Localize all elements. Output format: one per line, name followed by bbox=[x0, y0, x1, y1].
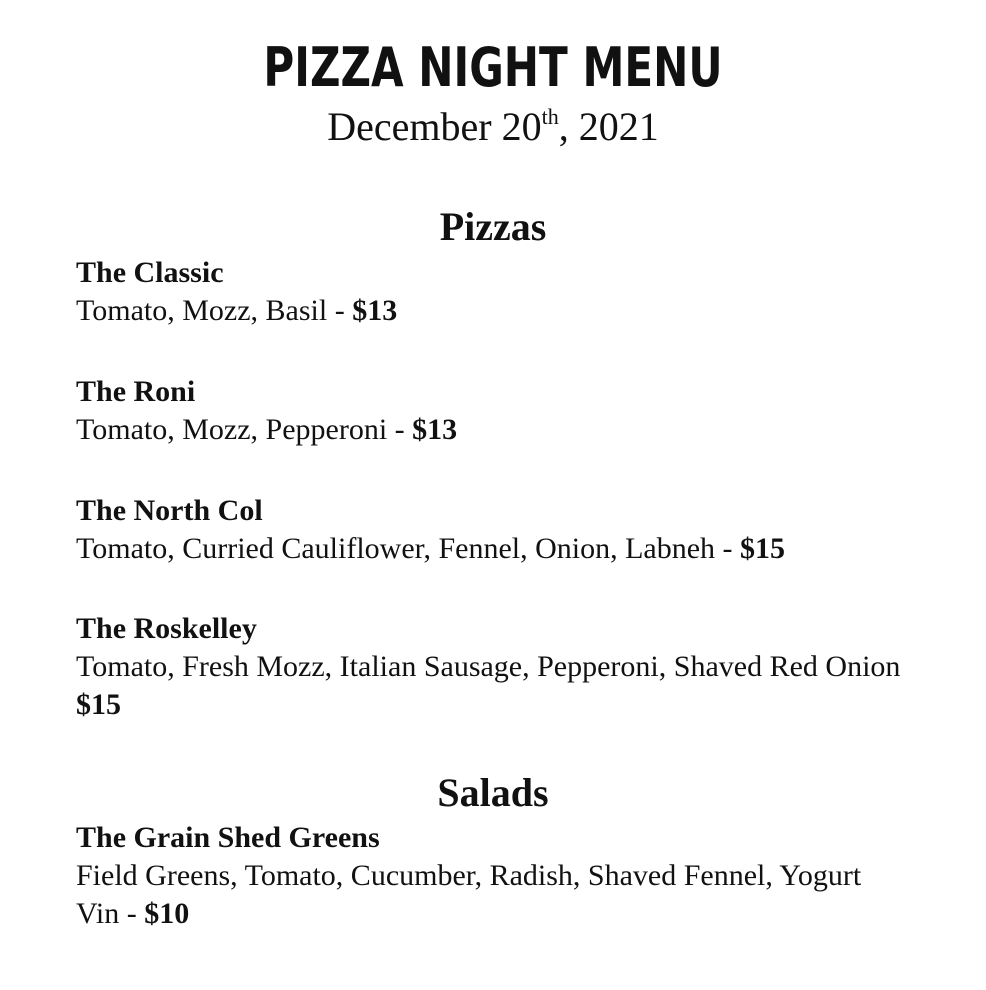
item-name: The Classic bbox=[76, 256, 224, 289]
menu-title: PIZZA NIGHT MENU bbox=[263, 36, 723, 99]
menu-item-the-classic bbox=[76, 254, 956, 330]
item-description bbox=[76, 648, 926, 724]
item-name: The Roni bbox=[76, 375, 196, 408]
menu-item-the-roni bbox=[76, 373, 956, 449]
menu-item-the-grain-shed-greens bbox=[76, 819, 896, 933]
item-price: $15 bbox=[740, 532, 786, 565]
menu-item-the-roskelley bbox=[76, 610, 926, 724]
item-description bbox=[76, 292, 956, 330]
item-ingredients: Tomato, Curried Cauliflower, Fennel, Onion, Labneh - bbox=[76, 532, 741, 565]
item-name: The Roskelley bbox=[76, 612, 257, 645]
item-price: $13 bbox=[352, 294, 398, 327]
item-ingredients: Tomato, Mozz, Basil - bbox=[76, 294, 353, 327]
item-description bbox=[76, 857, 896, 933]
item-price: $15 bbox=[76, 688, 121, 721]
section-heading-salads: Salads bbox=[437, 770, 549, 815]
section-heading-pizzas: Pizzas bbox=[439, 204, 547, 249]
item-price: $10 bbox=[144, 897, 190, 930]
menu-item-the-north-col bbox=[76, 492, 956, 568]
item-ingredients: Tomato, Fresh Mozz, Italian Sausage, Pepperoni, Shaved Red Onion bbox=[76, 650, 901, 683]
item-description bbox=[76, 411, 956, 449]
item-ingredients: Tomato, Mozz, Pepperoni - bbox=[76, 413, 413, 446]
item-name: The North Col bbox=[76, 494, 263, 527]
menu-date-suffix: th bbox=[541, 104, 559, 129]
item-price: $13 bbox=[412, 413, 458, 446]
item-description bbox=[76, 530, 956, 568]
item-ingredients: Field Greens, Tomato, Cucumber, Radish, Shaved Fennel, Yogurt Vin - bbox=[76, 859, 862, 930]
menu-date-main: December 20 bbox=[327, 104, 542, 149]
menu-date-year: , 2021 bbox=[558, 104, 659, 149]
item-name: The Grain Shed Greens bbox=[76, 821, 380, 854]
menu-date bbox=[0, 104, 986, 150]
